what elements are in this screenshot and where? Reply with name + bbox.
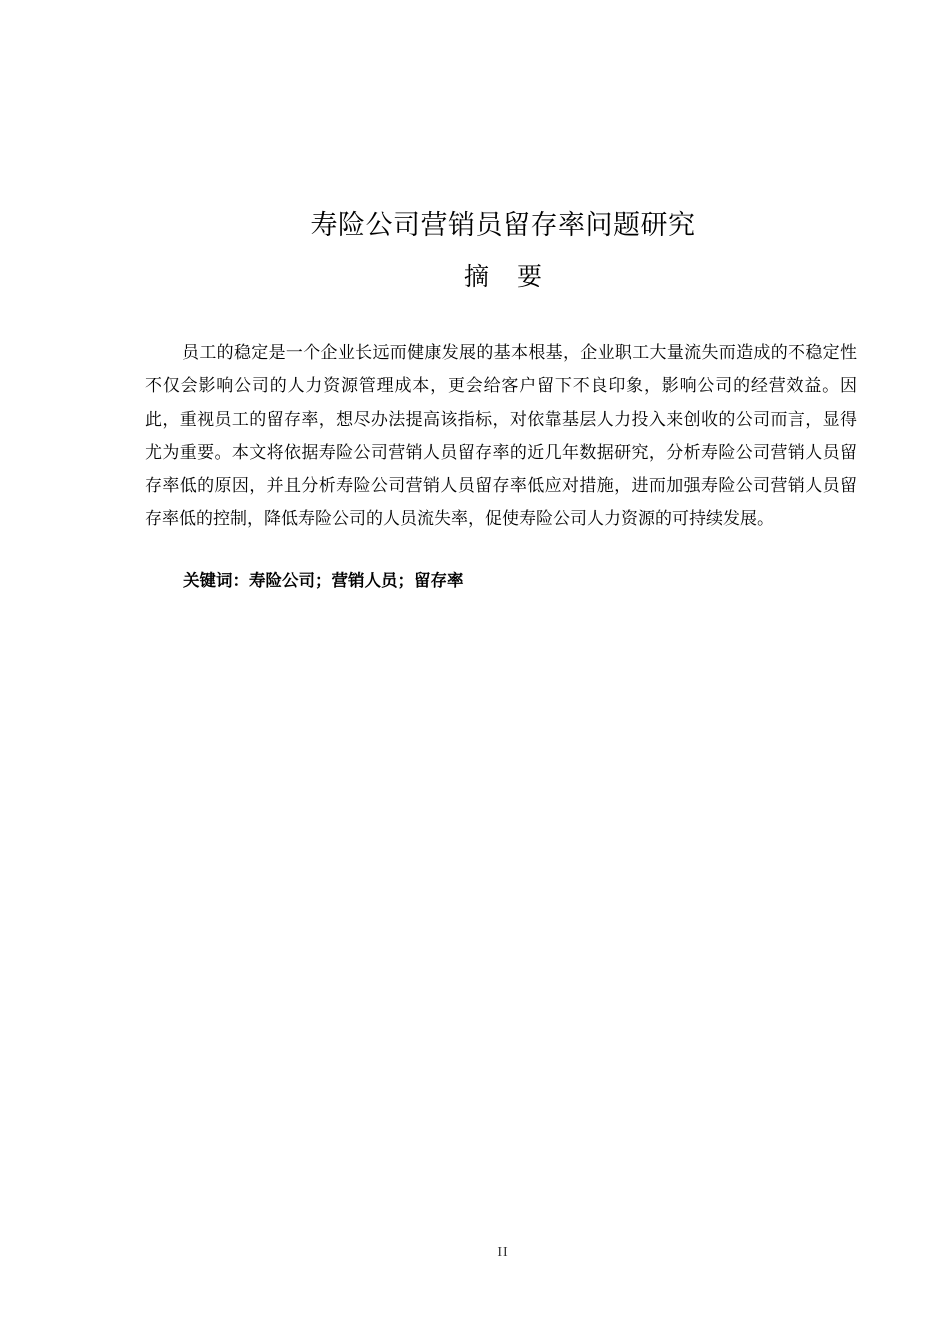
abstract-heading-first-char: 摘 <box>463 262 489 291</box>
abstract-heading <box>0 258 950 296</box>
page-number: II <box>497 1245 509 1260</box>
abstract-paragraph: 员工的稳定是一个企业长远而健康发展的基本根基，企业职工大量流失而造成的不稳定性不仅会影响公司的人力资源管理成本，更会给客户留下不良印象，影响公司的经营效益。因此，重视员工的留存率，想尽办法提高该指标，对依靠基层人力投入来创收的公司而言，显得尤为重要。本文将依据寿险公司营销人员留存率的近几年数据研究，分析寿险公司营销人员留存率低的原因，并且分析寿险公司营销人员留存率低应对措施，进而加强寿险公司营销人员留存率低的控制，降低寿险公司的人员流失率，促使寿险公司人力资源的可持续发展。 <box>145 343 857 530</box>
keywords-line: 关键词：寿险公司；营销人员；留存率 <box>183 571 464 590</box>
abstract-heading-second-char: 要 <box>517 262 543 291</box>
paper-title: 寿险公司营销员留存率问题研究 <box>310 210 696 241</box>
